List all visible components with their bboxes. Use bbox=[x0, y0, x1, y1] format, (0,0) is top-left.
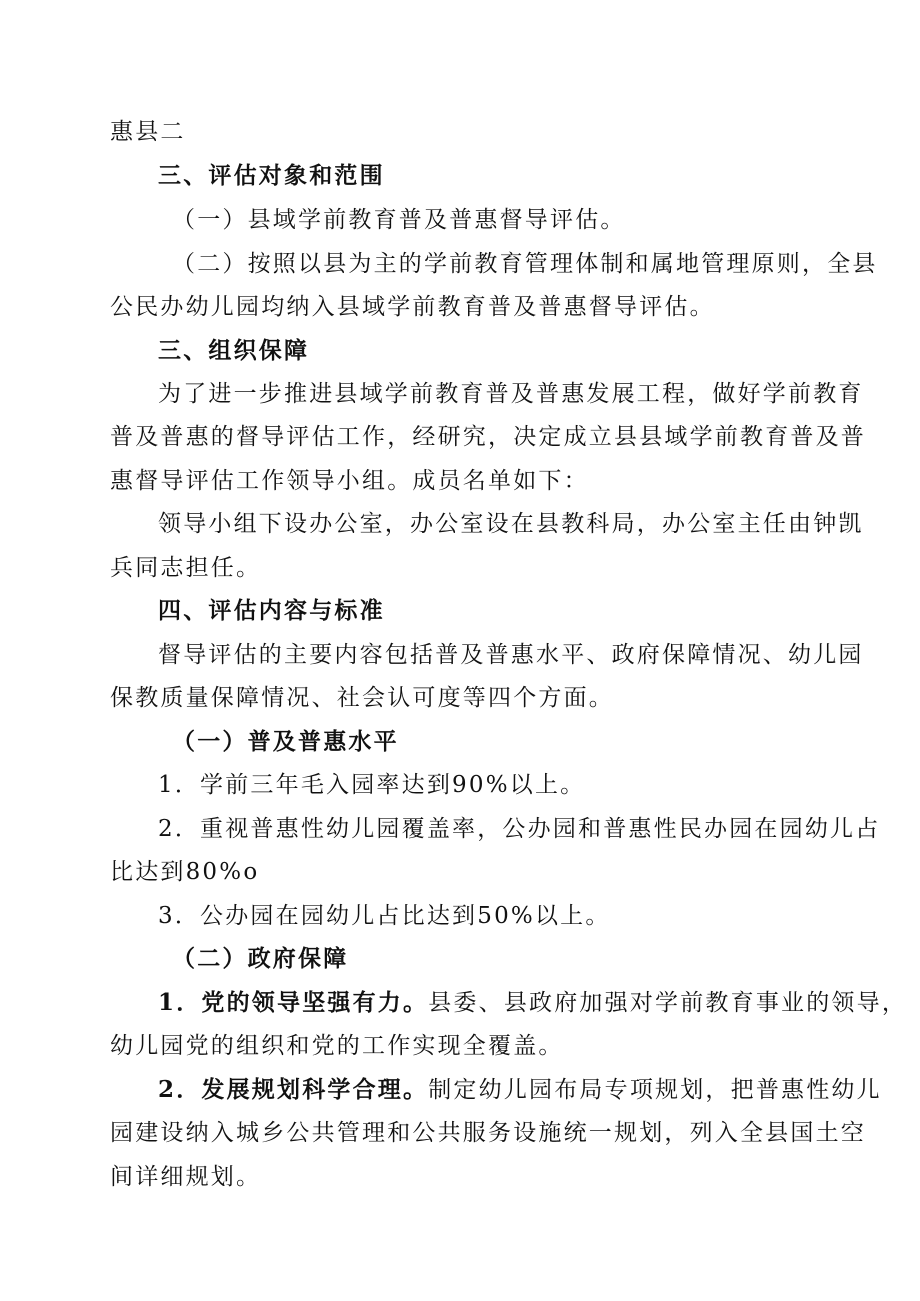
subsection-heading: （二）政府保障 bbox=[172, 945, 349, 972]
item-lead: 1．党的领导坚强有力。 bbox=[158, 989, 429, 1016]
item-text: 县委、县政府加强对学前教育事业的领导， bbox=[428, 990, 908, 1016]
list-item: （二）按照以县为主的学前教育管理体制和属地管理原则，全县 bbox=[172, 251, 878, 277]
paragraph-line: 惠督导评估工作领导小组。成员名单如下： bbox=[110, 468, 589, 494]
paragraph-line: 公民办幼儿园均纳入县域学前教育普及普惠督导评估。 bbox=[110, 294, 715, 320]
list-item: （一）县域学前教育普及普惠督导评估。 bbox=[172, 207, 626, 233]
paragraph-line: 幼儿园党的组织和党的工作实现全覆盖。 bbox=[110, 1033, 564, 1059]
item-text: 制定幼儿园布局专项规划，把普惠性幼儿 bbox=[428, 1077, 882, 1103]
list-item: 1．学前三年毛入园率达到90%以上。 bbox=[158, 772, 586, 798]
item-lead: 2．发展规划科学合理。 bbox=[158, 1076, 429, 1103]
paragraph-line: 惠县二 bbox=[110, 119, 186, 145]
section-heading: 三、组织保障 bbox=[158, 337, 310, 364]
section-heading: 四、评估内容与标准 bbox=[158, 597, 385, 624]
paragraph-line: 间详细规划。 bbox=[110, 1164, 262, 1190]
list-item: 3．公办园在园幼儿占比达到50%以上。 bbox=[158, 903, 611, 929]
paragraph-line: 园建设纳入城乡公共管理和公共服务设施统一规划，列入全县国土空 bbox=[110, 1120, 866, 1146]
paragraph-line: 兵同志担任。 bbox=[110, 555, 262, 581]
list-item: 2．重视普惠性幼儿园覆盖率，公办园和普惠性民办园在园幼儿占 bbox=[158, 816, 881, 842]
paragraph-line: 普及普惠的督导评估工作，经研究，决定成立县县域学前教育普及普 bbox=[110, 424, 866, 450]
section-heading: 三、评估对象和范围 bbox=[158, 162, 385, 189]
paragraph-line: 比达到80%o bbox=[110, 859, 260, 885]
paragraph-line: 保教质量保障情况、社会认可度等四个方面。 bbox=[110, 685, 614, 711]
list-item bbox=[158, 1075, 882, 1105]
list-item bbox=[158, 988, 907, 1018]
paragraph-line: 领导小组下设办公室，办公室设在县教科局，办公室主任由钟凯 bbox=[158, 511, 864, 537]
subsection-heading: （一）普及普惠水平 bbox=[172, 728, 399, 755]
paragraph-line: 督导评估的主要内容包括普及普惠水平、政府保障情况、幼儿园 bbox=[158, 642, 864, 668]
paragraph-line: 为了进一步推进县域学前教育普及普惠发展工程，做好学前教育 bbox=[158, 381, 864, 407]
